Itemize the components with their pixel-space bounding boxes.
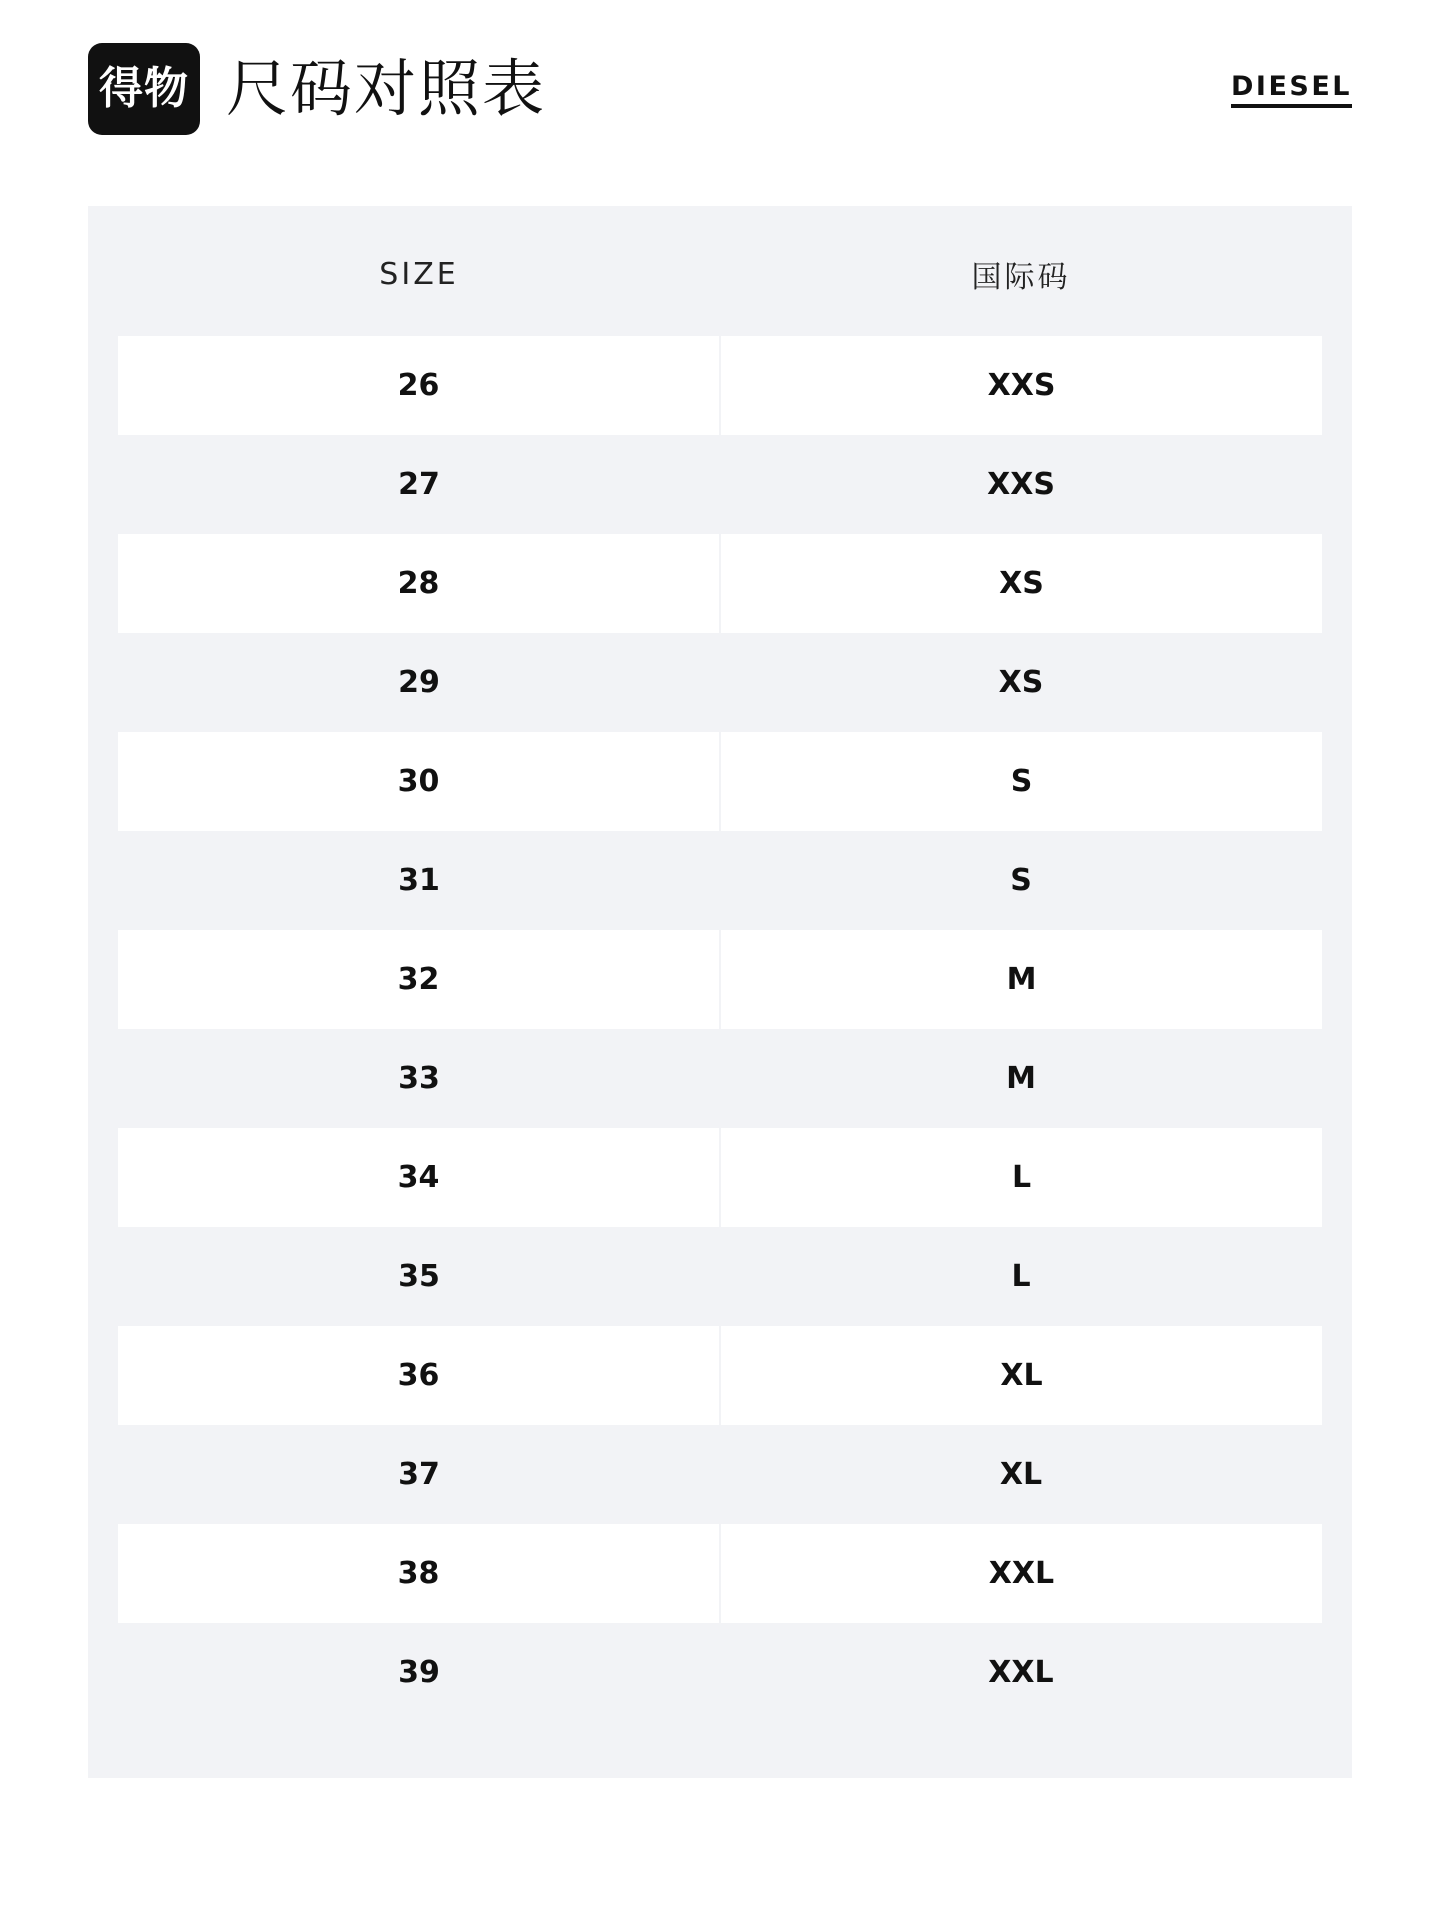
document-header <box>0 0 1440 150</box>
cell-international-size: XXS <box>720 336 1337 435</box>
table-row <box>103 633 1337 732</box>
cell-size: 33 <box>103 1029 720 1128</box>
cell-international-size: S <box>720 732 1337 831</box>
cell-international-size: XXS <box>720 435 1337 534</box>
cell-size: 29 <box>103 633 720 732</box>
table-row <box>103 1227 1337 1326</box>
table-row <box>103 732 1337 831</box>
cell-size: 28 <box>103 534 720 633</box>
cell-international-size: S <box>720 831 1337 930</box>
cell-size: 26 <box>103 336 720 435</box>
cell-size: 30 <box>103 732 720 831</box>
poizon-logo-text: 得物 <box>99 63 189 114</box>
cell-size: 32 <box>103 930 720 1029</box>
column-header-size: SIZE <box>103 206 720 336</box>
cell-international-size: XXL <box>720 1524 1337 1623</box>
brand-logo: DIESEL <box>1231 71 1352 108</box>
cell-international-size: M <box>720 1029 1337 1128</box>
cell-international-size: M <box>720 930 1337 1029</box>
table-row <box>103 336 1337 435</box>
cell-international-size: L <box>720 1128 1337 1227</box>
cell-size: 34 <box>103 1128 720 1227</box>
poizon-logo <box>88 43 200 135</box>
table-row <box>103 1623 1337 1722</box>
size-conversion-table <box>88 206 1352 1722</box>
cell-size: 35 <box>103 1227 720 1326</box>
cell-international-size: XL <box>720 1425 1337 1524</box>
table-row <box>103 1425 1337 1524</box>
cell-size: 27 <box>103 435 720 534</box>
cell-international-size: L <box>720 1227 1337 1326</box>
table-row <box>103 435 1337 534</box>
cell-size: 38 <box>103 1524 720 1623</box>
table-row <box>103 1326 1337 1425</box>
table-row <box>103 1524 1337 1623</box>
cell-size: 36 <box>103 1326 720 1425</box>
cell-size: 39 <box>103 1623 720 1722</box>
table-row <box>103 1128 1337 1227</box>
table-row <box>103 1029 1337 1128</box>
cell-size: 31 <box>103 831 720 930</box>
table-header <box>103 206 1337 336</box>
cell-international-size: XS <box>720 534 1337 633</box>
cell-international-size: XL <box>720 1326 1337 1425</box>
cell-international-size: XS <box>720 633 1337 732</box>
table-body <box>103 336 1337 1722</box>
page-title: 尺码对照表 <box>226 52 547 125</box>
table-row <box>103 930 1337 1029</box>
table-row <box>103 534 1337 633</box>
cell-size: 37 <box>103 1425 720 1524</box>
table-row <box>103 831 1337 930</box>
table-header-row <box>103 206 1337 336</box>
column-header-international: 国际码 <box>720 206 1337 336</box>
cell-international-size: XXL <box>720 1623 1337 1722</box>
size-table-panel <box>88 206 1352 1778</box>
